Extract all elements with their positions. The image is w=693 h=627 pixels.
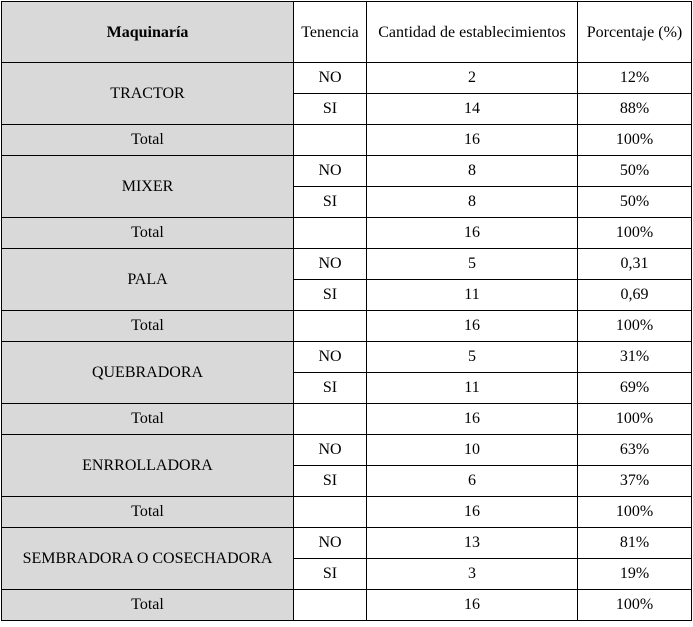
tenencia-cell: SI xyxy=(294,280,367,311)
tenencia-cell: NO xyxy=(294,342,367,373)
porcentaje-cell: 63% xyxy=(578,435,692,466)
cantidad-cell: 3 xyxy=(367,559,578,590)
total-label: Total xyxy=(2,125,294,156)
total-porcentaje-cell: 100% xyxy=(578,404,692,435)
machinery-name: PALA xyxy=(2,249,294,311)
total-tenencia-cell xyxy=(294,497,367,528)
total-porcentaje-cell: 100% xyxy=(578,125,692,156)
cantidad-cell: 2 xyxy=(367,63,578,94)
total-cantidad-cell: 16 xyxy=(367,218,578,249)
machinery-name: ENRROLLADORA xyxy=(2,435,294,497)
header-tenencia: Tenencia xyxy=(294,2,367,63)
machinery-name: SEMBRADORA O COSECHADORA xyxy=(2,528,294,590)
table-row xyxy=(2,435,692,466)
total-label: Total xyxy=(2,311,294,342)
tenencia-cell: SI xyxy=(294,187,367,218)
cantidad-cell: 14 xyxy=(367,94,578,125)
total-row xyxy=(2,218,692,249)
cantidad-cell: 11 xyxy=(367,280,578,311)
total-label: Total xyxy=(2,404,294,435)
total-porcentaje-cell: 100% xyxy=(578,311,692,342)
porcentaje-cell: 0,69 xyxy=(578,280,692,311)
tenencia-cell: NO xyxy=(294,156,367,187)
machinery-table xyxy=(1,1,692,621)
cantidad-cell: 10 xyxy=(367,435,578,466)
machinery-name: QUEBRADORA xyxy=(2,342,294,404)
total-tenencia-cell xyxy=(294,404,367,435)
total-label: Total xyxy=(2,590,294,621)
total-porcentaje-cell: 100% xyxy=(578,218,692,249)
table-body xyxy=(2,63,692,621)
table-row xyxy=(2,528,692,559)
tenencia-cell: SI xyxy=(294,94,367,125)
header-cantidad: Cantidad de establecimientos xyxy=(367,2,578,63)
total-row xyxy=(2,404,692,435)
cantidad-cell: 5 xyxy=(367,249,578,280)
porcentaje-cell: 37% xyxy=(578,466,692,497)
porcentaje-cell: 0,31 xyxy=(578,249,692,280)
total-row xyxy=(2,125,692,156)
total-tenencia-cell xyxy=(294,590,367,621)
total-row xyxy=(2,497,692,528)
tenencia-cell: SI xyxy=(294,466,367,497)
cantidad-cell: 6 xyxy=(367,466,578,497)
tenencia-cell: NO xyxy=(294,249,367,280)
table-row xyxy=(2,156,692,187)
header-porcentaje: Porcentaje (%) xyxy=(578,2,692,63)
total-cantidad-cell: 16 xyxy=(367,497,578,528)
total-label: Total xyxy=(2,218,294,249)
porcentaje-cell: 50% xyxy=(578,156,692,187)
total-cantidad-cell: 16 xyxy=(367,590,578,621)
total-cantidad-cell: 16 xyxy=(367,404,578,435)
porcentaje-cell: 19% xyxy=(578,559,692,590)
porcentaje-cell: 69% xyxy=(578,373,692,404)
table-row xyxy=(2,63,692,94)
total-porcentaje-cell: 100% xyxy=(578,590,692,621)
total-tenencia-cell xyxy=(294,311,367,342)
porcentaje-cell: 31% xyxy=(578,342,692,373)
cantidad-cell: 8 xyxy=(367,156,578,187)
cantidad-cell: 8 xyxy=(367,187,578,218)
porcentaje-cell: 81% xyxy=(578,528,692,559)
total-row xyxy=(2,590,692,621)
porcentaje-cell: 50% xyxy=(578,187,692,218)
porcentaje-cell: 12% xyxy=(578,63,692,94)
porcentaje-cell: 88% xyxy=(578,94,692,125)
machinery-name: MIXER xyxy=(2,156,294,218)
tenencia-cell: NO xyxy=(294,528,367,559)
header-row xyxy=(2,2,692,63)
total-row xyxy=(2,311,692,342)
total-tenencia-cell xyxy=(294,125,367,156)
total-label: Total xyxy=(2,497,294,528)
cantidad-cell: 13 xyxy=(367,528,578,559)
total-cantidad-cell: 16 xyxy=(367,125,578,156)
cantidad-cell: 5 xyxy=(367,342,578,373)
tenencia-cell: NO xyxy=(294,435,367,466)
cantidad-cell: 11 xyxy=(367,373,578,404)
header-maquinaria: Maquinaría xyxy=(2,2,294,63)
total-cantidad-cell: 16 xyxy=(367,311,578,342)
machinery-name: TRACTOR xyxy=(2,63,294,125)
total-tenencia-cell xyxy=(294,218,367,249)
table-row xyxy=(2,249,692,280)
tenencia-cell: SI xyxy=(294,373,367,404)
tenencia-cell: SI xyxy=(294,559,367,590)
table-row xyxy=(2,342,692,373)
total-porcentaje-cell: 100% xyxy=(578,497,692,528)
tenencia-cell: NO xyxy=(294,63,367,94)
